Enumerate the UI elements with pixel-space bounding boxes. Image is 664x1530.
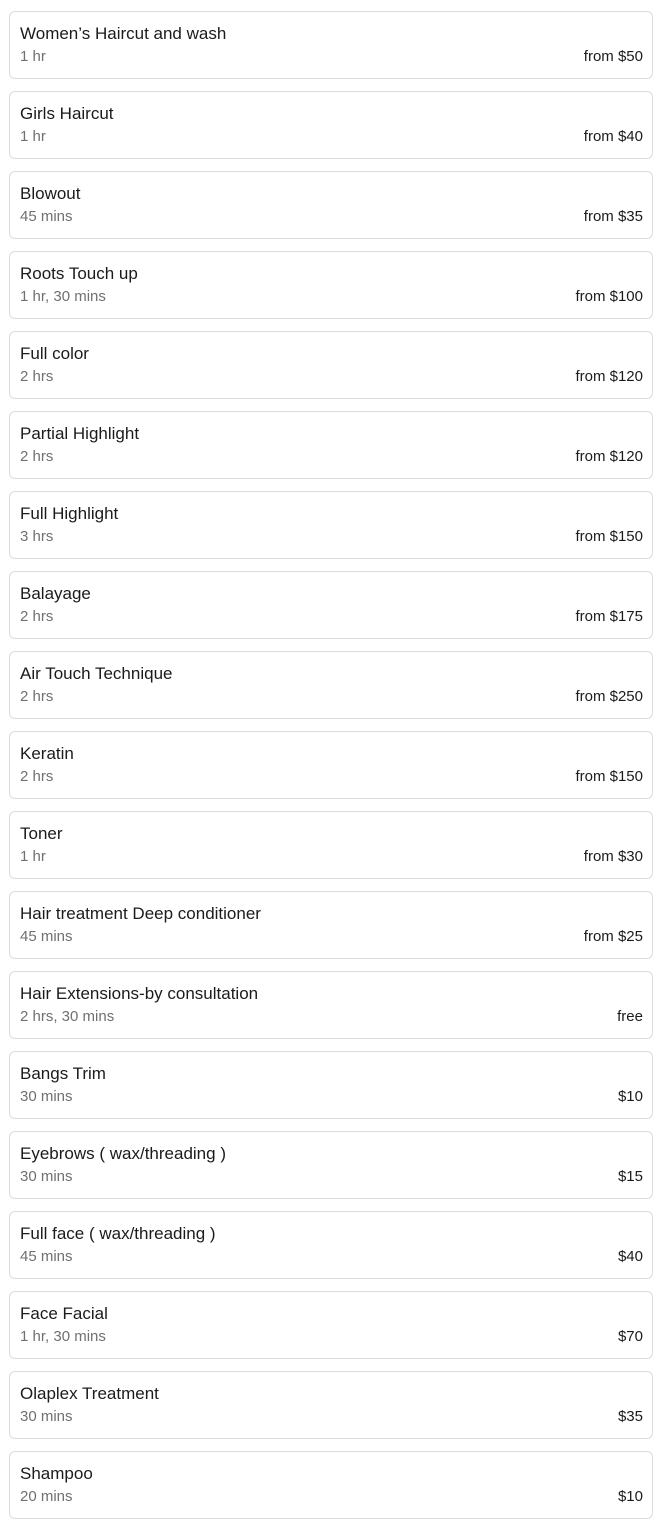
service-duration: 1 hr, 30 mins [20,288,106,305]
service-name: Eyebrows ( wax/threading ) [20,1144,226,1163]
service-item[interactable] [9,91,653,159]
service-name: Blowout [20,184,81,203]
service-name: Full face ( wax/threading ) [20,1224,216,1243]
service-item[interactable] [9,491,653,559]
service-name: Hair Extensions-by consultation [20,984,259,1003]
service-name: Olaplex Treatment [20,1384,159,1403]
service-item[interactable] [9,1291,653,1359]
service-price: from $150 [575,768,643,785]
service-item[interactable] [9,411,653,479]
service-duration: 1 hr [20,48,46,65]
service-duration: 45 mins [20,928,73,945]
service-name: Women’s Haircut and wash [20,24,227,43]
service-price: from $40 [583,128,643,145]
service-name: Girls Haircut [20,104,114,123]
service-name: Hair treatment Deep conditioner [20,904,261,923]
service-price: from $100 [575,288,643,305]
service-duration: 30 mins [20,1168,73,1185]
service-price: free [617,1008,643,1025]
service-item[interactable] [9,1451,653,1519]
service-name: Partial Highlight [20,424,140,443]
service-price: $35 [617,1408,643,1425]
service-name: Roots Touch up [20,264,138,283]
service-duration: 2 hrs [20,688,54,705]
service-price: from $150 [575,528,643,545]
service-duration: 2 hrs [20,608,54,625]
service-duration: 45 mins [20,1248,73,1265]
service-item[interactable] [9,11,653,79]
service-item[interactable] [9,251,653,319]
service-name: Keratin [20,744,74,763]
service-name: Toner [20,824,63,843]
service-duration: 2 hrs [20,368,54,385]
service-item[interactable] [9,1051,653,1119]
service-name: Face Facial [20,1304,108,1323]
service-price: from $25 [583,928,643,945]
service-price: $40 [617,1248,643,1265]
service-duration: 1 hr, 30 mins [20,1328,106,1345]
service-price: $70 [617,1328,643,1345]
service-duration: 1 hr [20,128,46,145]
service-price: $10 [617,1088,643,1105]
service-duration: 30 mins [20,1408,73,1425]
service-price: $15 [617,1168,643,1185]
service-name: Full color [20,344,89,363]
service-duration: 2 hrs [20,448,54,465]
service-price: from $30 [583,848,643,865]
service-price: from $50 [583,48,643,65]
service-name: Balayage [20,584,91,603]
service-item[interactable] [9,331,653,399]
service-item[interactable] [9,571,653,639]
service-name: Air Touch Technique [20,664,173,683]
service-name: Shampoo [20,1464,93,1483]
service-item[interactable] [9,971,653,1039]
service-duration: 30 mins [20,1088,73,1105]
service-item[interactable] [9,731,653,799]
service-name: Full Highlight [20,504,119,523]
service-price: from $250 [575,688,643,705]
service-name: Bangs Trim [20,1064,106,1083]
service-price: from $175 [575,608,643,625]
service-duration: 20 mins [20,1488,73,1505]
service-price: from $35 [583,208,643,225]
service-duration: 2 hrs, 30 mins [20,1008,115,1025]
service-item[interactable] [9,811,653,879]
service-price: $10 [617,1488,643,1505]
service-price: from $120 [575,448,643,465]
service-item[interactable] [9,891,653,959]
service-price: from $120 [575,368,643,385]
service-item[interactable] [9,1131,653,1199]
service-item[interactable] [9,651,653,719]
service-duration: 2 hrs [20,768,54,785]
service-item[interactable] [9,171,653,239]
service-item[interactable] [9,1371,653,1439]
service-duration: 45 mins [20,208,73,225]
service-duration: 1 hr [20,848,46,865]
service-item[interactable] [9,1211,653,1279]
service-duration: 3 hrs [20,528,54,545]
